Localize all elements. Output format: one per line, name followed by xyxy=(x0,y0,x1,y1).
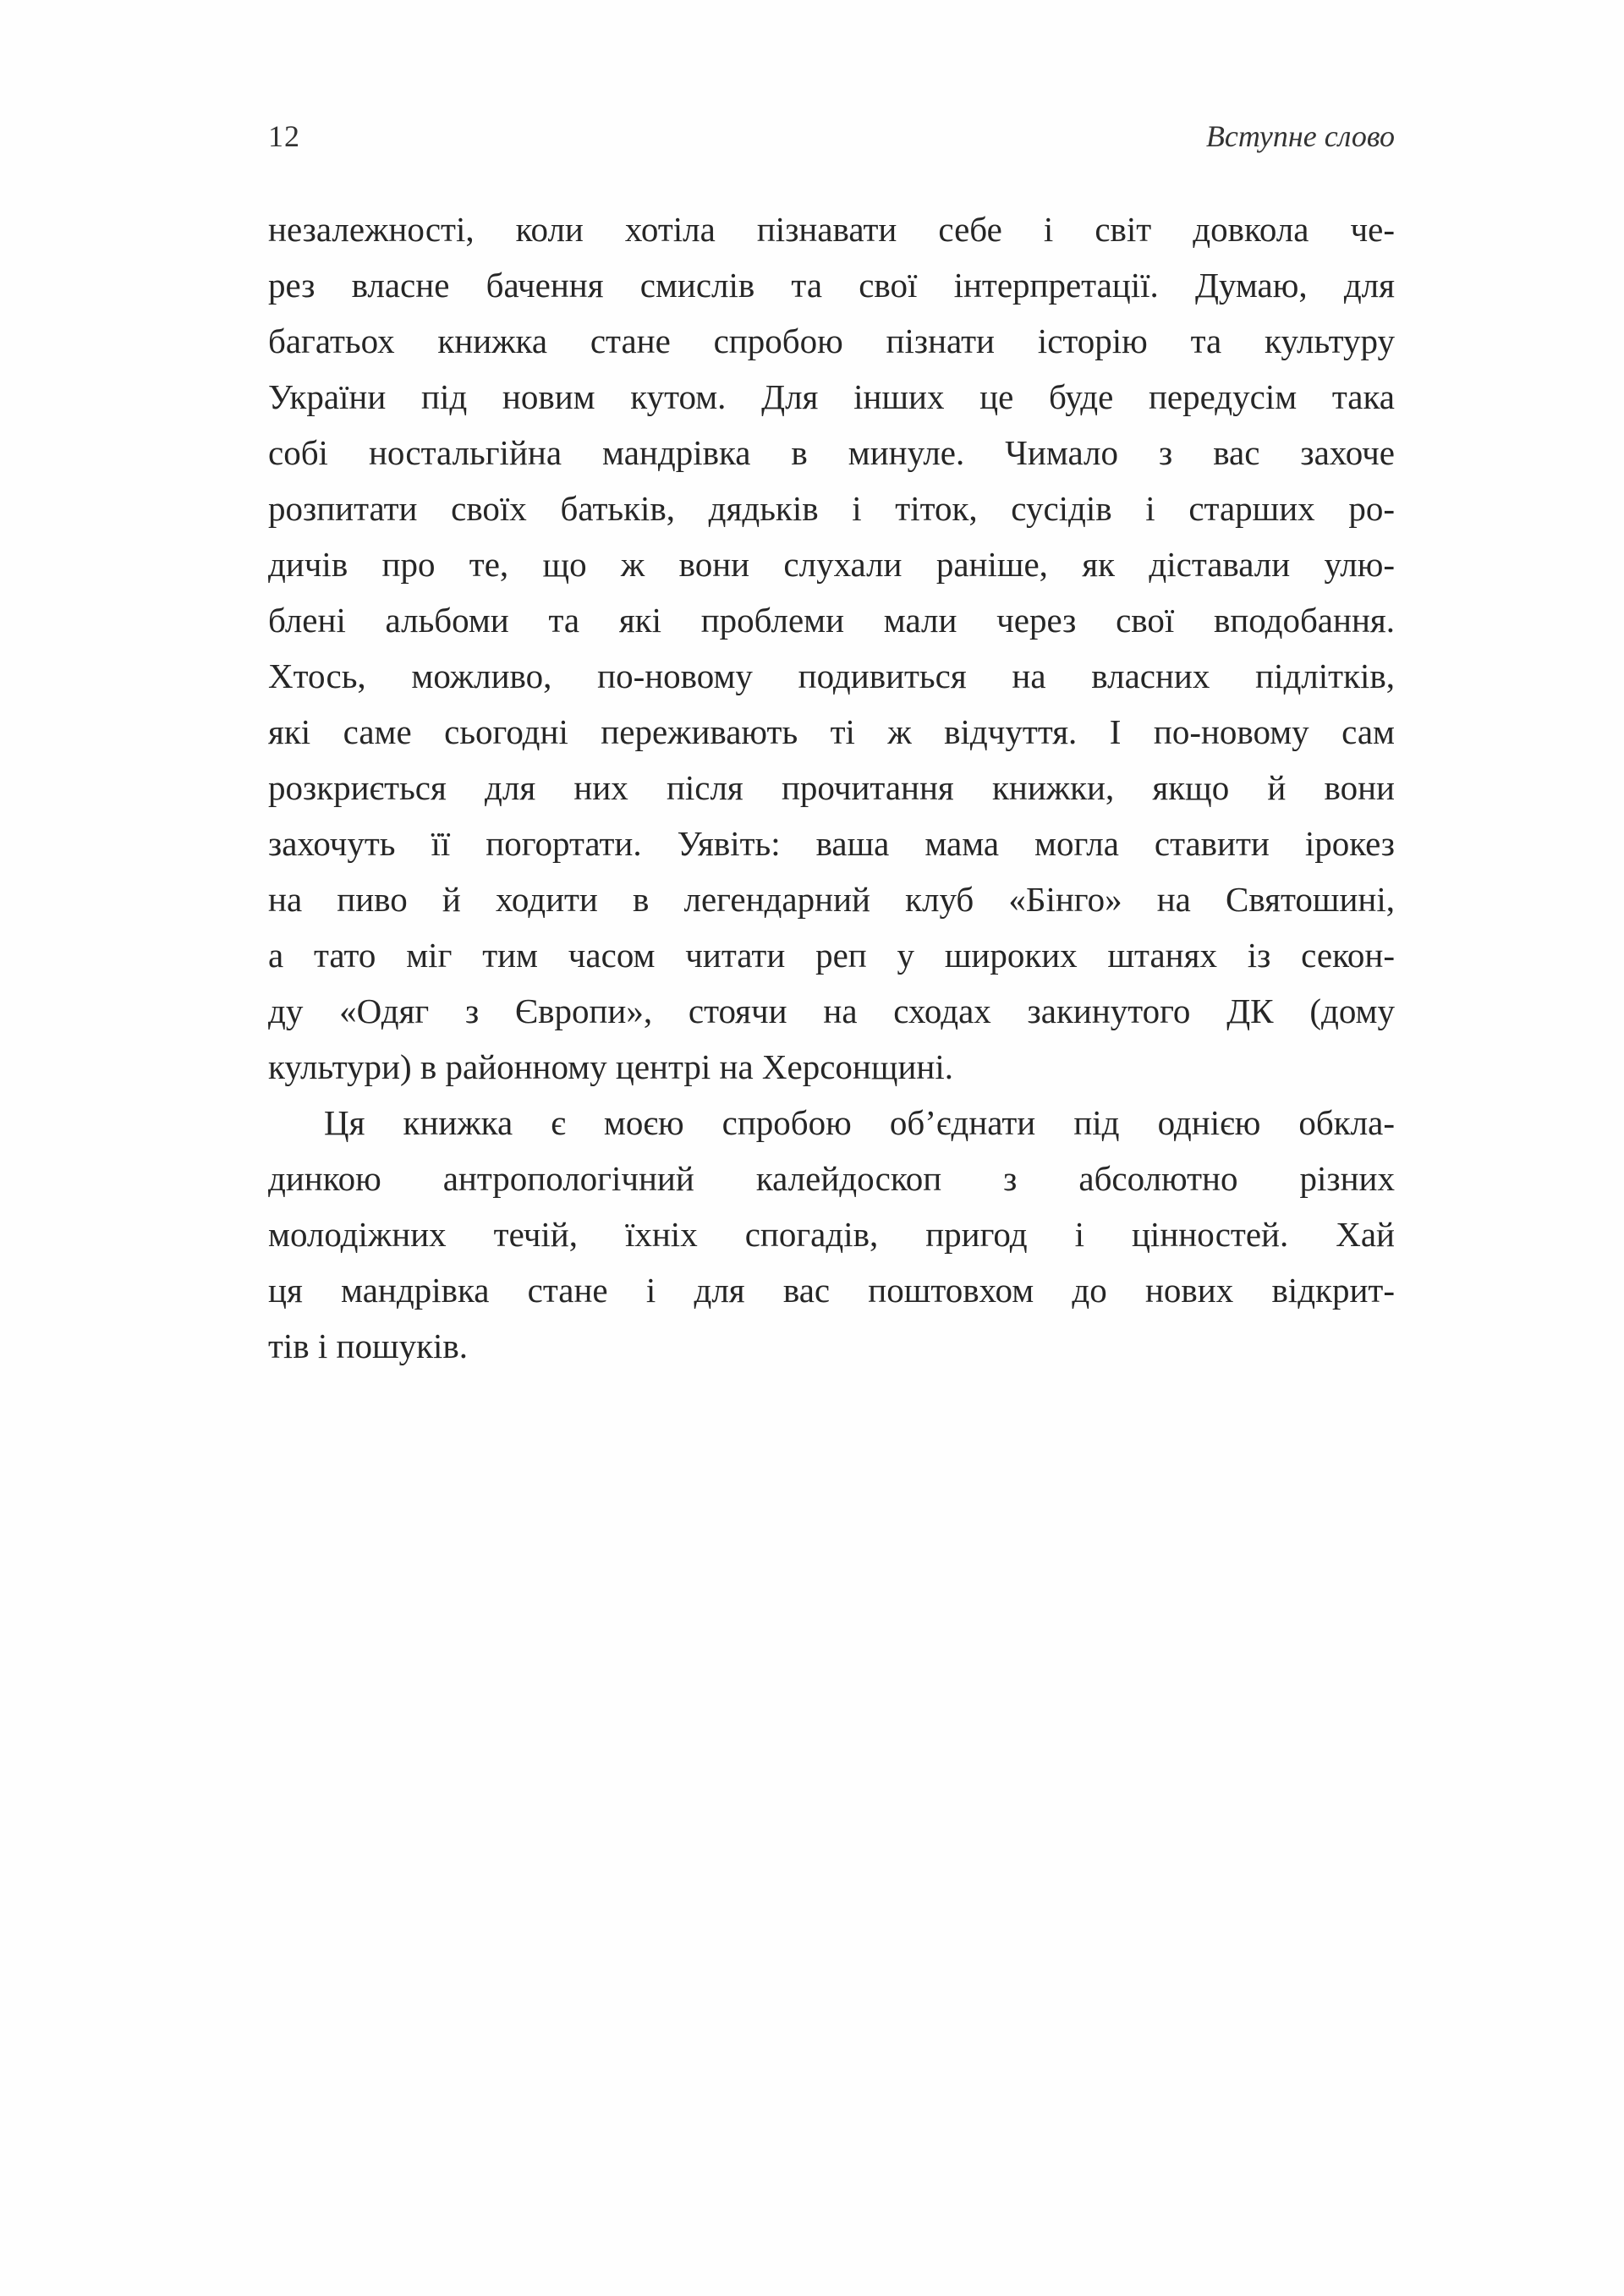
page-number: 12 xyxy=(268,119,300,153)
text-line: дичів про те, що ж вони слухали раніше, як діставали улю- xyxy=(268,545,1395,584)
page-header xyxy=(268,118,1395,154)
paragraph xyxy=(268,1095,1395,1374)
text-line: незалежності, коли хотіла пізнавати себе і світ довкола че- xyxy=(268,210,1395,249)
text-line: Хтось, можливо, по-новому подивиться на власних підлітків, xyxy=(268,656,1395,695)
text-line: блені альбоми та які проблеми мали через свої вподобання. xyxy=(268,601,1395,640)
text-line: ду «Одяг з Європи», стоячи на сходах закинутого ДК (дому xyxy=(268,991,1395,1030)
running-title: Вступне слово xyxy=(1205,119,1395,153)
text-line: на пиво й ходити в легендарний клуб «Бінго» на Святошині, xyxy=(268,880,1395,919)
text-line: рез власне бачення смислів та свої інтерпретації. Думаю, для xyxy=(268,266,1395,305)
paragraph xyxy=(268,201,1395,1095)
text-line: розпитати своїх батьків, дядьків і тіток, сусідів і старших ро- xyxy=(268,489,1395,528)
text-line: тів і пошуків. xyxy=(268,1327,468,1365)
text-line: Ця книжка є моєю спробою об’єднати під однією обкла- xyxy=(324,1103,1395,1142)
text-line: динкою антропологічний калейдоскоп з абсолютно різних xyxy=(268,1159,1395,1198)
text-line: які саме сьогодні переживають ті ж відчуття. І по-новому сам xyxy=(268,712,1395,751)
page-body xyxy=(268,201,1395,1374)
text-line: собі ностальгійна мандрівка в минуле. Чимало з вас захоче xyxy=(268,433,1395,472)
text-line: культури) в районному центрі на Херсонщині. xyxy=(268,1047,953,1086)
text-line: України під новим кутом. Для інших це буде передусім така xyxy=(268,377,1395,416)
text-line: ця мандрівка стане і для вас поштовхом до нових відкрит- xyxy=(268,1271,1395,1310)
text-line: розкриється для них після прочитання книжки, якщо й вони xyxy=(268,768,1395,807)
text-line: молодіжних течій, їхніх спогадів, пригод і цінностей. Хай xyxy=(268,1215,1395,1254)
text-line: захочуть її погортати. Уявіть: ваша мама могла ставити ірокез xyxy=(268,824,1395,863)
text-line: багатьох книжка стане спробою пізнати історію та культуру xyxy=(268,321,1395,360)
text-line: а тато міг тим часом читати реп у широких штанях із секон- xyxy=(268,936,1395,975)
